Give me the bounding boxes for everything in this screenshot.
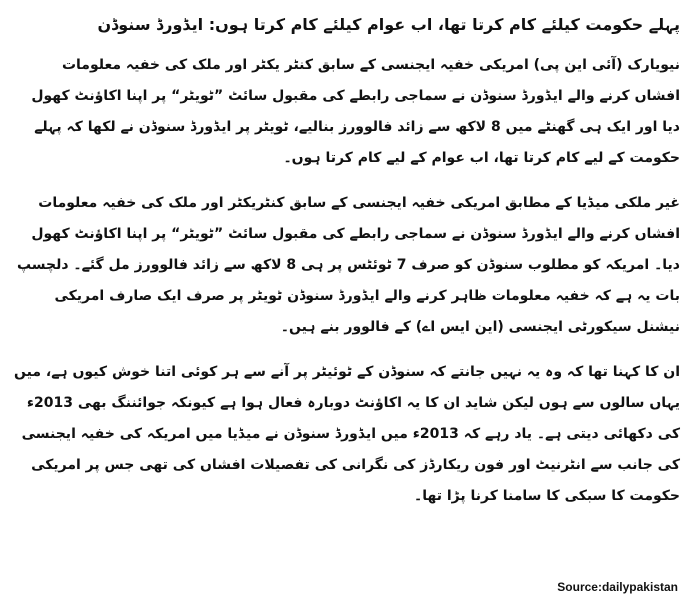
article-paragraph-3: ان کا کہنا تھا کہ وہ یہ نہیں جانتے کہ سنوڈن کے ٹوئیٹر پر آنے سے ہر کوئی اتنا خوش کیوں ہے، میں یہاں سالوں سے ہوں لیکن شاید ان کا یہ اکاؤنٹ دوبارہ فعال ہوا ہے کیونکہ جوائننگ بھی 2013ء کی دکھائی دیتی ہے۔ یاد رہے کہ 2013ء میں ایڈورڈ سنوڈن نے میڈیا میں امریکہ کی خفیہ ایجنسی کی جانب سے انٹرنیٹ اور فون ریکارڈز کی نگرانی کی تفصیلات افشاں کی تھی جس پر امریکی حکومت کا سبکی کا سامنا کرنا پڑا تھا۔	[14, 364, 680, 504]
article-body	[14, 10, 680, 526]
article-headline: پہلے حکومت کیلئے کام کرتا تھا، اب عوام کیلئے کام کرتا ہوں: ایڈورڈ سنوڈن	[97, 15, 680, 34]
article-paragraph-2: غیر ملکی میڈیا کے مطابق امریکی خفیہ ایجنسی کے سابق کنٹریکٹر اور ملک کی خفیہ معلومات افشاں کرنے والے ایڈورڈ سنوڈن نے سماجی رابطے کی مقبول سائٹ ”ٹویٹر“ پر اپنا اکاؤنٹ کھول دیا۔ امریکہ کو مطلوب سنوڈن کو صرف 7 ٹوئٹس پر ہی 8 لاکھ سے زائد فالوورز مل گئے۔ دلچسپ بات یہ ہے کہ خفیہ معلومات ظاہر کرنے والے ایڈورڈ سنوڈن ٹویٹر پر صرف ایک صارف امریکی نیشنل سیکورٹی ایجنسی (این ایس اے) کے فالوور بنے ہیں۔	[16, 195, 680, 335]
source-credit: Source:dailypakistan	[557, 580, 678, 594]
article-paragraph-1: نیویارک (آئی این پی) امریکی خفیہ ایجنسی کے سابق کنٹر یکٹر اور ملک کی خفیہ معلومات افشاں کرنے والے ایڈورڈ سنوڈن نے سماجی رابطے کی مقبول سائٹ ”ٹویٹر“ پر اپنا اکاؤنٹ کھول دیا اور ایک ہی گھنٹے میں 8 لاکھ سے زائد فالوورز بنالیے، ٹویٹر پر ایڈورڈ سنوڈن نے لکھا کہ پہلے حکومت کے لیے کام کرتا تھا، اب عوام کے لیے کام کرتا ہوں۔	[31, 57, 680, 166]
